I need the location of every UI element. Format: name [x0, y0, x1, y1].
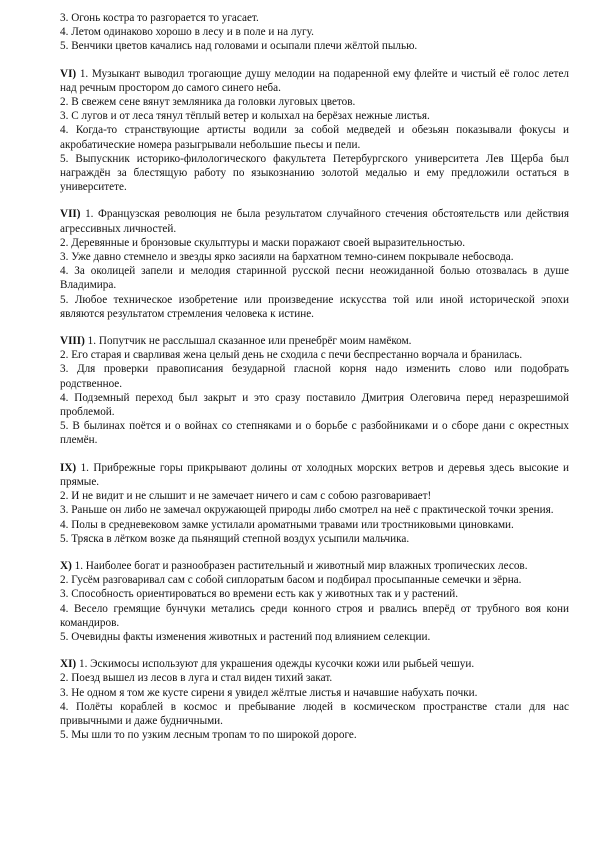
sentence: XI) 1. Эскимосы используют для украшения одежды кусочки кожи или рыбьей чешуи. [60, 658, 475, 671]
section-xi [60, 657, 569, 742]
sentence: 4. За околицей запели и мелодия старинной русской песни неожиданной болью отозвалась в душе Владимира. [60, 265, 569, 292]
sentence: X) 1. Наиболее богат и разнообразен растительный и животный мир влажных тропических лесов. [60, 559, 528, 572]
sentence: 5. Мы шли то по узким лесным тропам то по широкой дороге. [60, 729, 357, 742]
sentence: 3. Уже давно стемнело и звезды ярко засияли на бархатном темно-синем покрывале небосвода. [60, 251, 514, 264]
sentence: 5. Тряска в лётком возке да пьянящий степной воздух усыпили мальчика. [60, 532, 410, 545]
sentence: 2. Поезд вышел из лесов в луга и стал виден тихий закат. [60, 672, 333, 685]
sentence: 3. Огонь костра то разгорается то угасает. [60, 12, 259, 24]
sentence: VII) 1. Французская революция не была результатом случайного стечения обстоятельств или действия агрессивных личностей. [60, 208, 569, 235]
section-x [60, 559, 569, 644]
sentence: 5. Венчики цветов качались над головами и осыпали плечи жёлтой пылью. [60, 40, 418, 53]
intro-block [60, 11, 569, 54]
sentence: 2. В свежем сене вянут земляника да головки луговых цветов. [60, 96, 356, 109]
section-number: X) [60, 559, 72, 572]
sentence: 4. Летом одинаково хорошо в лесу и в поле и на лугу. [60, 26, 314, 39]
section-number: XI) [60, 658, 77, 671]
section-number: VII) [60, 208, 81, 221]
sentence: 2. И не видит и не слышит и не замечает ничего и сам с собою разговаривает! [60, 490, 432, 503]
sentence: 3. Для проверки правописания безударной гласной корня надо изменить слово или подобрать родственное. [60, 363, 569, 390]
section-number: VIII) [60, 335, 85, 348]
sentence: 3. Не одном я том же кусте сирени я увидел жёлтые листья и начавшие набухать почки. [60, 686, 478, 699]
sentence: 5. Очевидны факты изменения животных и растений под влиянием селекции. [60, 630, 431, 643]
sentence: 3. С лугов и от леса тянул тёплый ветер и колыхал на берёзах нежные листья. [60, 110, 430, 123]
sentence: 4. Весело гремящие бунчуки метались среди конного строя и рвались вперёд от трубного воя кони командиров. [60, 602, 569, 629]
section-vi [60, 67, 569, 195]
section-ix [60, 461, 569, 546]
sentence: VI) 1. Музыкант выводил трогающие душу мелодии на подаренной ему флейте и чистый её голос летел над речным простором до самого синего неба. [60, 67, 569, 94]
document-page [60, 11, 569, 742]
section-number: VI) [60, 67, 77, 80]
sentence: 5. Выпускник историко-филологического факультета Петербургского университета Лев Щерба был награждён за блестящую работу по языкознанию золотой медалью и ему предложили остаться в университете. [60, 152, 569, 194]
sentence: 2. Деревянные и бронзовые скульптуры и маски поражают своей выразительностью. [60, 236, 466, 249]
sentence: IX) 1. Прибрежные горы прикрывают долины от холодных морских ветров и деревья здесь высокие и прямые. [60, 461, 569, 488]
section-vii [60, 207, 569, 321]
sentence: 5. Любое техническое изобретение или произведение искусства той или иной исторической эпохи являются результатом стремления человека к истине. [60, 293, 569, 320]
section-viii [60, 334, 569, 448]
sentence: 5. В былинах поётся и о войнах со степняками и о борьбе с разбойниками и о сборе дани с окрестных племён. [60, 420, 569, 447]
sentence: 2. Гусём разговаривал сам с собой сиплоратым басом и подбирал просыпанные семечки и зёрна. [60, 574, 522, 587]
sentence: VIII) 1. Попутчик не расслышал сказанное или пренебрёг моим намёком. [60, 335, 412, 348]
sentence: 3. Способность ориентироваться во времени есть как у животных так и у растений. [60, 588, 459, 601]
sentence: 4. Подземный переход был закрыт и это сразу поставило Дмитрия Олеговича перед неразрешимой проблемой. [60, 391, 569, 419]
sentence: 4. Когда-то странствующие артисты водили за собой медведей и обезьян показывали фокусы и акробатические номера разыгрывали небольшие пьесы и пели. [60, 124, 569, 151]
sentence: 3. Раньше он либо не замечал окружающей природы либо смотрел на неё с практической точки зрения. [60, 504, 554, 517]
sentence: 4. Полы в средневековом замке устилали ароматными травами или тростниковыми циновками. [60, 518, 514, 531]
sentence: 2. Его старая и сварливая жена целый день не сходила с печи беспрестанно ворчала и бранилась. [60, 349, 523, 362]
section-number: IX) [60, 461, 77, 474]
sentence: 4. Полёты кораблей в космос и пребывание людей в космическом пространстве стали для нас привычными и даже будничными. [60, 700, 569, 727]
